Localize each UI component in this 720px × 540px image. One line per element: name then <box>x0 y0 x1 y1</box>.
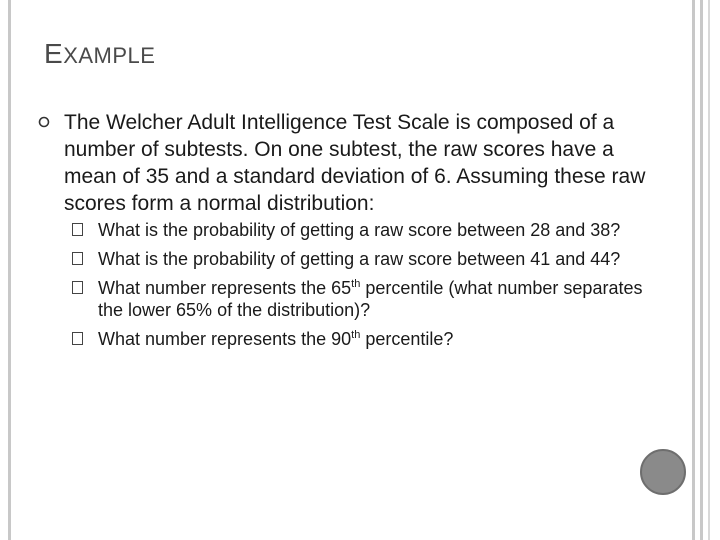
sub-bullet-item <box>64 248 658 270</box>
box-icon <box>72 332 83 345</box>
main-bullet <box>38 109 658 357</box>
sub-bullet-list <box>64 219 658 350</box>
right-frame-line <box>692 0 695 540</box>
title-rest: XAMPLE <box>63 43 156 68</box>
sub-bullet-text-before: What number represents the 65 <box>98 278 352 298</box>
slide-title <box>44 38 155 70</box>
sub-bullet-text-after: percentile (what number separates the lower 65% of the distribution)? <box>98 278 643 320</box>
circle-outline-icon <box>38 116 50 128</box>
sub-bullet-text: What is the probability of getting a raw score between 41 and 44? <box>98 249 621 269</box>
box-icon <box>72 223 83 236</box>
sub-bullet-text-before: What number represents the 90 <box>98 329 352 349</box>
ordinal-suffix: th <box>351 329 361 341</box>
ordinal-suffix: th <box>351 278 361 290</box>
sub-bullet-item <box>64 219 658 241</box>
right-frame-line <box>708 0 710 540</box>
sub-bullet-item <box>64 277 658 321</box>
main-bullet-text: The Welcher Adult Intelligence Test Scale is composed of a number of subtests. On one subtest, the raw scores have a mean of 35 and a standard deviation of 6. Assuming these raw scores form a normal distribution: <box>64 111 646 215</box>
box-icon <box>72 252 83 265</box>
sub-bullet-text: What is the probability of getting a raw score between 28 and 38? <box>98 220 621 240</box>
sub-bullet-item <box>64 328 658 350</box>
left-frame-line <box>8 0 11 540</box>
sub-bullet-text-after: percentile? <box>360 329 454 349</box>
box-icon <box>72 281 83 294</box>
right-frame-line <box>700 0 703 540</box>
decor-circle <box>640 449 686 495</box>
title-first-letter: E <box>44 38 64 69</box>
